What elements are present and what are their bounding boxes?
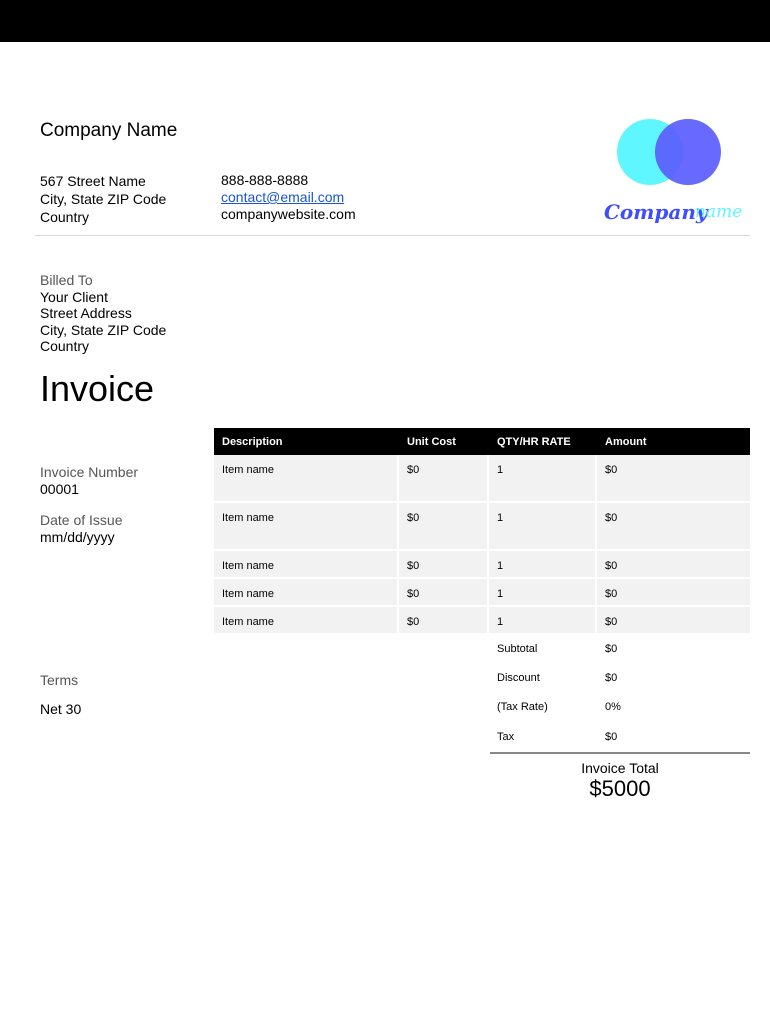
- cell-unit-cost: $0: [399, 503, 489, 551]
- company-website: companywebsite.com: [221, 206, 356, 222]
- company-phone: 888-888-8888: [221, 172, 309, 188]
- line-items-table: [214, 428, 750, 635]
- header-qty: QTY/HR RATE: [489, 428, 597, 455]
- invoice-number-label: Invoice Number: [40, 464, 139, 480]
- tax-rate-value: 0%: [605, 701, 621, 713]
- client-name: Your Client: [40, 288, 108, 305]
- header-divider: [35, 235, 750, 236]
- logo-circle-right: [655, 119, 721, 185]
- address-line-2: City, State ZIP Code: [40, 191, 167, 207]
- subtotal-value: $0: [605, 643, 618, 655]
- cell-unit-cost: $0: [399, 455, 489, 503]
- terms-value: Net 30: [40, 701, 82, 717]
- cell-amount: $0: [597, 579, 750, 607]
- cell-amount: $0: [597, 455, 750, 503]
- terms-label: Terms: [40, 672, 79, 688]
- invoice-total-value: $5000: [589, 776, 651, 801]
- cell-description: Item name: [214, 455, 399, 503]
- client-country: Country: [40, 338, 90, 354]
- logo-text-company: Company: [604, 200, 708, 224]
- company-name: Company Name: [40, 120, 178, 141]
- discount-value: $0: [605, 672, 618, 684]
- client-city: City, State ZIP Code: [40, 321, 167, 338]
- table-row: [214, 551, 750, 579]
- table-row: [214, 503, 750, 551]
- address-line-3: Country: [40, 209, 90, 225]
- cell-amount: $0: [597, 551, 750, 579]
- cell-amount: $0: [597, 607, 750, 635]
- date-of-issue-label: Date of Issue: [40, 512, 123, 528]
- cell-unit-cost: $0: [399, 579, 489, 607]
- address-line-1: 567 Street Name: [40, 173, 146, 189]
- header-unit-cost: Unit Cost: [399, 428, 489, 455]
- table-row: [214, 607, 750, 635]
- invoice-title: Invoice: [40, 368, 155, 409]
- cell-description: Item name: [214, 503, 399, 551]
- company-contact: [221, 172, 356, 223]
- billed-to-block: [40, 272, 166, 355]
- client-street: Street Address: [40, 305, 132, 321]
- header-amount: Amount: [597, 428, 750, 455]
- cell-qty: 1: [489, 503, 597, 551]
- tax-rate-label: (Tax Rate): [497, 701, 548, 713]
- cell-qty: 1: [489, 455, 597, 503]
- tax-value: $0: [605, 731, 618, 743]
- cell-qty: 1: [489, 607, 597, 635]
- top-bar: [0, 0, 770, 42]
- cell-description: Item name: [214, 551, 399, 579]
- company-email-link[interactable]: contact@email.com: [221, 189, 345, 205]
- date-of-issue: mm/dd/yyyy: [40, 529, 115, 545]
- cell-unit-cost: $0: [399, 551, 489, 579]
- cell-qty: 1: [489, 551, 597, 579]
- invoice-number: 00001: [40, 481, 79, 497]
- logo-text-name: name: [695, 202, 743, 222]
- cell-description: Item name: [214, 607, 399, 635]
- billed-to-label: Billed To: [40, 272, 93, 288]
- discount-label: Discount: [497, 672, 540, 684]
- total-divider: [490, 752, 750, 754]
- cell-qty: 1: [489, 579, 597, 607]
- table-row: [214, 579, 750, 607]
- table-row: [214, 455, 750, 503]
- table-header-row: [214, 428, 750, 455]
- header-description: Description: [214, 428, 399, 455]
- cell-description: Item name: [214, 579, 399, 607]
- cell-amount: $0: [597, 503, 750, 551]
- subtotal-label: Subtotal: [497, 643, 538, 655]
- company-logo: [600, 112, 750, 227]
- invoice-total-label: Invoice Total: [581, 760, 659, 776]
- cell-unit-cost: $0: [399, 607, 489, 635]
- tax-label: Tax: [497, 731, 515, 743]
- company-address: [40, 172, 166, 226]
